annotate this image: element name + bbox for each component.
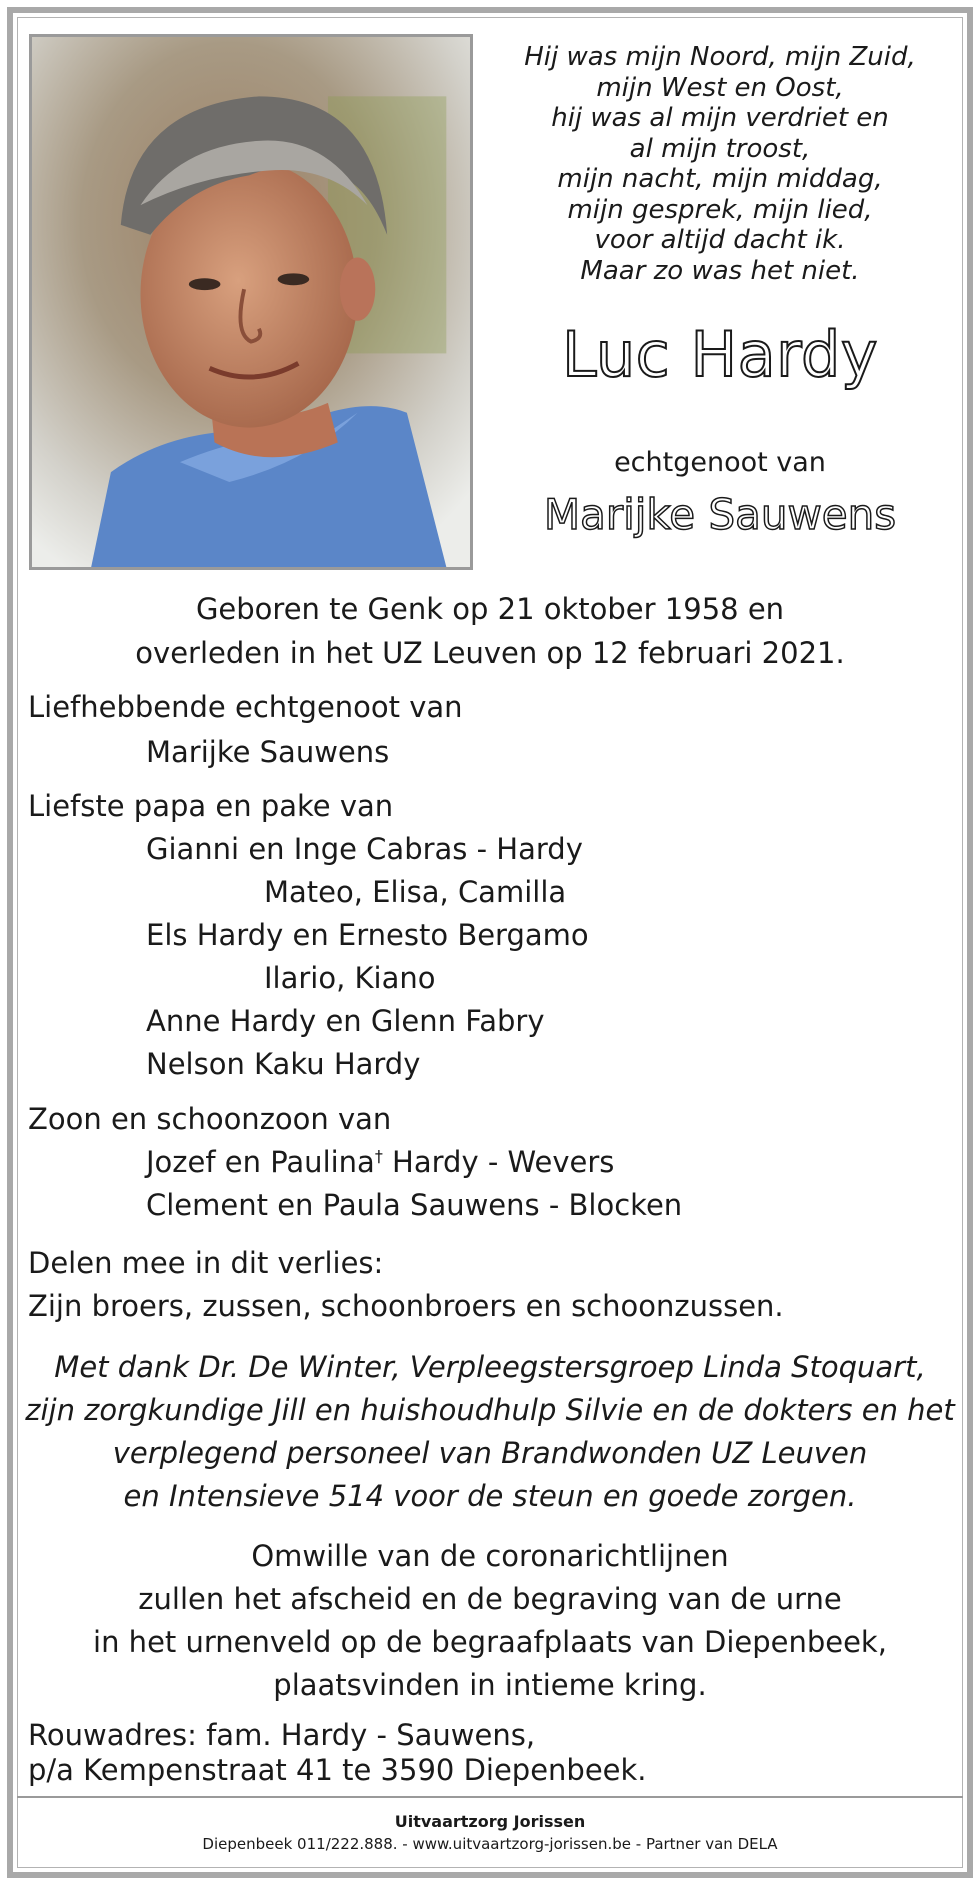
- poem-line: mijn gesprek, mijn lied,: [567, 194, 873, 225]
- poem-line: Hij was mijn Noord, mijn Zuid,: [524, 42, 916, 72]
- corona-line: in het urnenveld op de begraafplaats van Diepenbeek,: [93, 1625, 887, 1659]
- spouse-entry: Marijke Sauwens: [146, 735, 390, 769]
- child-entry: Nelson Kaku Hardy: [146, 1047, 421, 1081]
- child-entry: Anne Hardy en Glenn Fabry: [146, 1004, 545, 1038]
- spouse-name: Marijke Sauwens: [543, 490, 897, 539]
- thanks-line: en Intensieve 514 voor de steun en goede zorgen.: [123, 1479, 857, 1513]
- poem: [490, 42, 950, 286]
- footer-divider: [17, 1796, 963, 1798]
- child-entry: Els Hardy en Ernesto Bergamo: [146, 918, 589, 952]
- spouse-heading: Liefhebbende echtgenoot van: [28, 690, 463, 724]
- footer-company: Uitvaartzorg Jorissen: [394, 1812, 586, 1831]
- children-heading: Liefste papa en pake van: [28, 789, 394, 823]
- parents-entry: [146, 1145, 614, 1179]
- thanks-line: zijn zorgkundige Jill en huishoudhulp Silvie en de dokters en het: [25, 1393, 955, 1427]
- death-line: overleden in het UZ Leuven op 12 februari 2021.: [135, 636, 845, 670]
- poem-line: mijn West en Oost,: [596, 72, 844, 103]
- corona-line: Omwille van de coronarichtlijnen: [251, 1539, 729, 1573]
- corona-line: plaatsvinden in intieme kring.: [273, 1668, 707, 1702]
- share-heading: Delen mee in dit verlies:: [28, 1246, 384, 1280]
- poem-line: mijn nacht, mijn middag,: [557, 164, 883, 194]
- thanks-line: verplegend personeel van Brandwonden UZ Leuven: [112, 1436, 868, 1470]
- portrait-illustration: [32, 37, 470, 567]
- portrait-photo: [29, 34, 473, 570]
- footer-info: Diepenbeek 011/222.888. - www.uitvaartzorg-jorissen.be - Partner van DELA: [202, 1835, 778, 1853]
- address-line: Rouwadres: fam. Hardy - Sauwens,: [28, 1718, 536, 1752]
- poem-line: Maar zo was het niet.: [580, 255, 860, 286]
- grandchildren-entry: Ilario, Kiano: [264, 961, 436, 995]
- parents-surnames: Hardy - Wevers: [382, 1145, 615, 1179]
- parents-names: Jozef en Paulina: [146, 1145, 375, 1179]
- deceased-name: Luc Hardy: [561, 318, 879, 391]
- parents-entry: Clement en Paula Sauwens - Blocken: [146, 1188, 683, 1222]
- poem-line: voor altijd dacht ik.: [594, 225, 846, 255]
- share-text: Zijn broers, zussen, schoonbroers en schoonzussen.: [28, 1289, 784, 1323]
- poem-line: hij was al mijn verdriet en: [551, 103, 889, 133]
- parents-heading: Zoon en schoonzoon van: [28, 1102, 392, 1136]
- cross-mark: †: [374, 1146, 383, 1166]
- corona-line: zullen het afscheid en de begraving van de urne: [138, 1582, 842, 1616]
- poem-line: al mijn troost,: [629, 133, 811, 164]
- thanks-line: Met dank Dr. De Winter, Verpleegstersgroep Linda Stoquart,: [54, 1350, 926, 1384]
- grandchildren-entry: Mateo, Elisa, Camilla: [264, 875, 567, 909]
- address-line: p/a Kempenstraat 41 te 3590 Diepenbeek.: [28, 1753, 647, 1787]
- birth-line: Geboren te Genk op 21 oktober 1958 en: [195, 592, 785, 626]
- spouse-intro: echtgenoot van: [614, 447, 826, 478]
- child-entry: Gianni en Inge Cabras - Hardy: [146, 832, 583, 866]
